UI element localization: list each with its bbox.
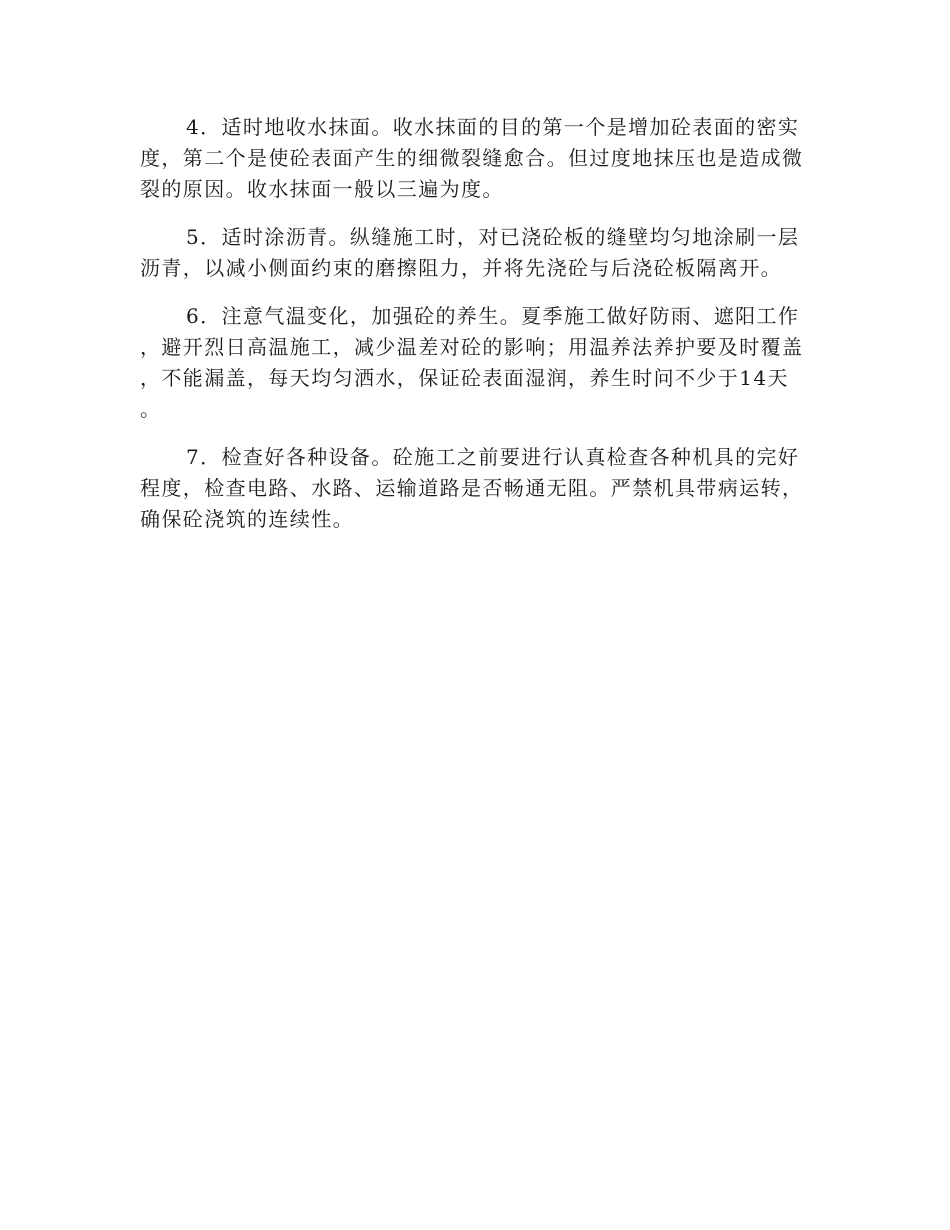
paragraph-item-7: 7．检查好各种设备。砼施工之前要进行认真检查各种机具的完好程度，检查电路、水路、运输道路是否畅通无阻。严禁机具带病运转，确保砼浇筑的连续性。 [140, 445, 804, 531]
paragraph-item-4: 4．适时地收水抹面。收水抹面的目的第一个是增加砼表面的密实度，第二个是使砼表面产生的细微裂缝愈合。但过度地抹压也是造成微裂的原因。收水抹面一般以三遍为度。 [140, 115, 804, 201]
paragraph-item-6: 6．注意气温变化，加强砼的养生。夏季施工做好防雨、遮阳工作，避开烈日高温施工，减少温差对砼的影响；用温养法养护要及时覆盖，不能漏盖，每天均匀洒水，保证砼表面湿润，养生时问不少于14天。 [140, 304, 804, 421]
document-body [140, 112, 808, 552]
paragraph-item-5: 5．适时涂沥青。纵缝施工时，对已浇砼板的缝壁均匀地涂刷一层沥青，以减小侧面约束的磨擦阻力，并将先浇砼与后浇砼板隔离开。 [140, 225, 800, 280]
